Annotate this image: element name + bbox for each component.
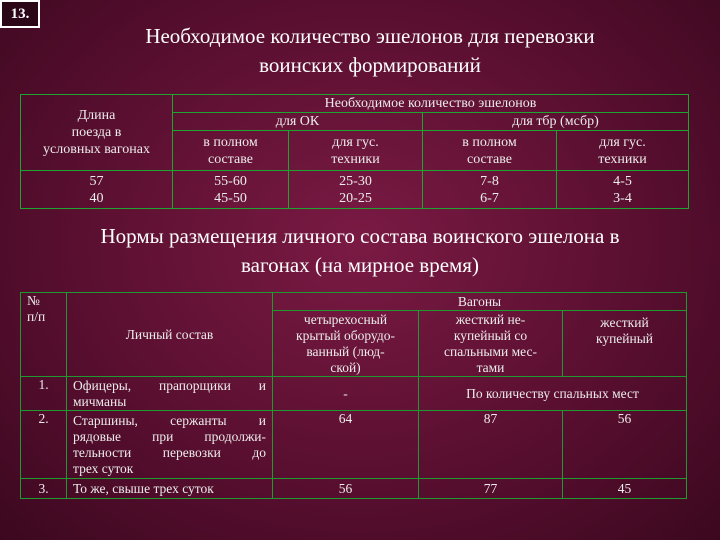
subgroup-ok-header: для ОК	[173, 113, 423, 131]
value-cell: 55-60 45-50	[173, 171, 289, 209]
slide-number: 13.	[0, 0, 40, 28]
subtitle-line: Нормы размещения личного состава воинского эшелона в	[100, 224, 620, 248]
row-number: 2.	[21, 411, 67, 479]
title-line: Необходимое количество эшелонов для перевозки	[145, 24, 595, 48]
value-cell: 87	[419, 411, 563, 479]
subtitle-line: вагонах (на мирное время)	[241, 253, 479, 277]
value-cell: 45	[563, 479, 687, 499]
table-row	[21, 377, 687, 411]
page-title	[60, 22, 680, 80]
value-cell: 4-5 3-4	[557, 171, 689, 209]
row-number-header: № п/п	[21, 293, 67, 377]
value-cell: 64	[273, 411, 419, 479]
personnel-cell: Старшины, сержанты и рядовые при продолжи- тельности перевозки до трех суток	[67, 411, 273, 479]
value-cell: 56	[563, 411, 687, 479]
value-cell: 56	[273, 479, 419, 499]
merged-value-cell: По количеству спальных мест	[419, 377, 687, 411]
col-header: жесткий не- купейный со спальными мес- тами	[419, 311, 563, 377]
value-cell: -	[273, 377, 419, 411]
personnel-header: Личный состав	[67, 293, 273, 377]
col-header: жесткий купейный	[563, 311, 687, 377]
value-cell: 25-30 20-25	[289, 171, 423, 209]
personnel-cell: То же, свыше трех суток	[67, 479, 273, 499]
personnel-norms-table	[20, 292, 687, 499]
train-length-cell: 57 40	[21, 171, 173, 209]
table-row	[21, 411, 687, 479]
row-number: 1.	[21, 377, 67, 411]
section-subtitle	[30, 222, 690, 280]
echelon-count-table	[20, 94, 689, 209]
title-line: воинских формирований	[259, 53, 481, 77]
table-row	[21, 171, 689, 209]
table-row	[21, 479, 687, 499]
col-header: для гус. техники	[289, 131, 423, 171]
row-number: 3.	[21, 479, 67, 499]
echelons-group-header: Необходимое количество эшелонов	[173, 95, 689, 113]
col-header: в полном составе	[173, 131, 289, 171]
personnel-cell: Офицеры, прапорщики и мичманы	[67, 377, 273, 411]
wagons-group-header: Вагоны	[273, 293, 687, 311]
subgroup-tbr-header: для тбр (мсбр)	[423, 113, 689, 131]
value-cell: 77	[419, 479, 563, 499]
col-header: для гус. техники	[557, 131, 689, 171]
train-length-header: Длина поезда в условных вагонах	[21, 95, 173, 171]
col-header: четырехосный крытый оборудо- ванный (люд- ской)	[273, 311, 419, 377]
value-cell: 7-8 6-7	[423, 171, 557, 209]
col-header: в полном составе	[423, 131, 557, 171]
